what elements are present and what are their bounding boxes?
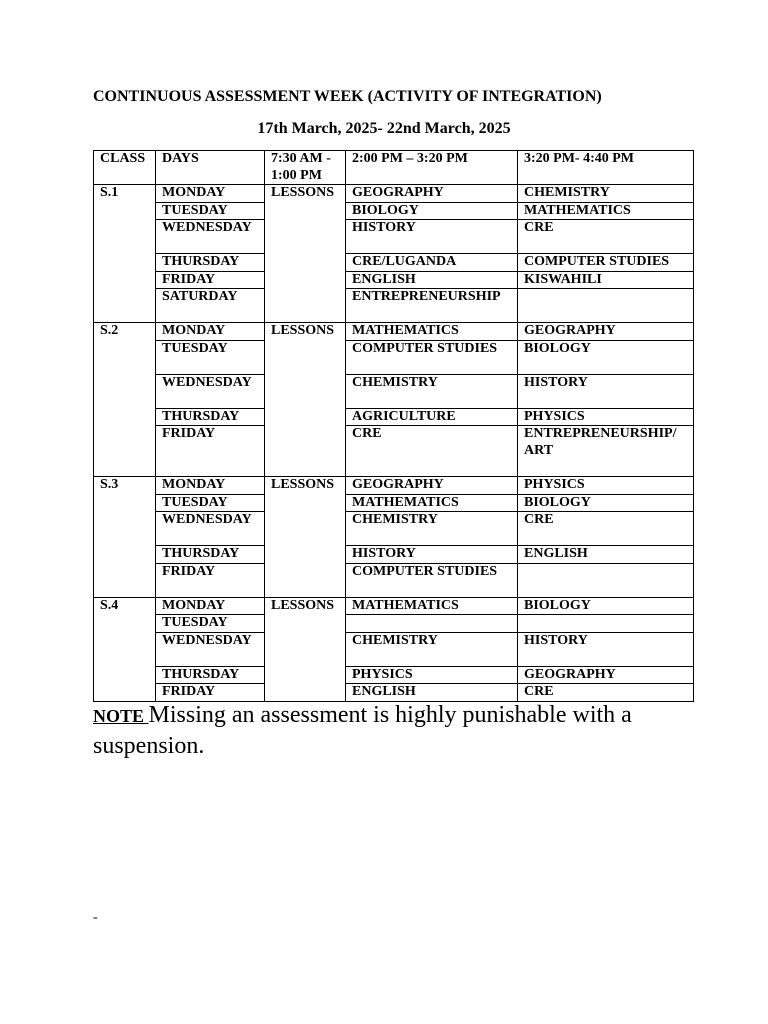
table-row	[94, 185, 694, 203]
slot1-cell: GEOGRAPHY	[346, 477, 518, 495]
table-row	[94, 477, 694, 495]
day-cell: THURSDAY	[156, 546, 265, 564]
header-row	[94, 151, 694, 185]
slot1-cell: ENGLISH	[346, 684, 518, 702]
slot1-cell	[346, 615, 518, 633]
slot2-cell: CRE	[518, 684, 694, 702]
table-row	[94, 666, 694, 684]
table-row	[94, 684, 694, 702]
slot1-cell: HISTORY	[346, 220, 518, 254]
morning-cell: LESSONS	[265, 477, 346, 598]
slot1-cell: HISTORY	[346, 546, 518, 564]
slot2-cell: ENGLISH	[518, 546, 694, 564]
timetable-body	[94, 151, 694, 702]
footer-mark: -	[93, 910, 98, 925]
slot1-cell: CHEMISTRY	[346, 374, 518, 408]
slot1-cell: MATHEMATICS	[346, 597, 518, 615]
day-cell: WEDNESDAY	[156, 374, 265, 408]
slot2-cell: BIOLOGY	[518, 340, 694, 374]
slot1-cell: BIOLOGY	[346, 202, 518, 220]
slot1-cell: GEOGRAPHY	[346, 185, 518, 203]
day-cell: MONDAY	[156, 597, 265, 615]
header-days: DAYS	[156, 151, 265, 185]
document-title: CONTINUOUS ASSESSMENT WEEK (ACTIVITY OF INTEGRATION)	[93, 88, 602, 105]
slot2-cell: CRE	[518, 512, 694, 546]
table-row	[94, 632, 694, 666]
slot1-cell: MATHEMATICS	[346, 494, 518, 512]
class-cell: S.1	[94, 185, 156, 323]
table-row	[94, 494, 694, 512]
slot2-cell	[518, 615, 694, 633]
slot2-cell: BIOLOGY	[518, 597, 694, 615]
day-cell: TUESDAY	[156, 202, 265, 220]
date-range	[0, 120, 768, 138]
table-row	[94, 615, 694, 633]
table-row	[94, 220, 694, 254]
slot2-cell: CRE	[518, 220, 694, 254]
header-class: CLASS	[94, 151, 156, 185]
slot2-cell: MATHEMATICS	[518, 202, 694, 220]
day-cell: FRIDAY	[156, 426, 265, 477]
day-cell: WEDNESDAY	[156, 220, 265, 254]
slot1-cell: AGRICULTURE	[346, 408, 518, 426]
slot2-cell: CHEMISTRY	[518, 185, 694, 203]
table-row	[94, 426, 694, 477]
day-cell: THURSDAY	[156, 666, 265, 684]
slot1-cell: ENTREPRENEURSHIP	[346, 289, 518, 323]
slot1-cell: CRE	[346, 426, 518, 477]
table-row	[94, 340, 694, 374]
day-cell: WEDNESDAY	[156, 632, 265, 666]
slot2-cell: BIOLOGY	[518, 494, 694, 512]
table-row	[94, 512, 694, 546]
slot1-cell: MATHEMATICS	[346, 323, 518, 341]
slot2-cell: KISWAHILI	[518, 271, 694, 289]
slot2-cell: GEOGRAPHY	[518, 666, 694, 684]
day-cell: MONDAY	[156, 185, 265, 203]
day-cell: MONDAY	[156, 477, 265, 495]
date-range-text: 17th March, 2025- 22nd March, 2025	[257, 120, 511, 137]
slot2-cell	[518, 563, 694, 597]
slot2-cell: HISTORY	[518, 374, 694, 408]
note-paragraph	[93, 700, 693, 761]
day-cell: FRIDAY	[156, 563, 265, 597]
table-row	[94, 254, 694, 272]
table-row	[94, 546, 694, 564]
slot2-cell: PHYSICS	[518, 408, 694, 426]
slot1-cell: COMPUTER STUDIES	[346, 563, 518, 597]
header-slot2: 3:20 PM- 4:40 PM	[518, 151, 694, 185]
morning-cell: LESSONS	[265, 323, 346, 477]
morning-cell: LESSONS	[265, 597, 346, 701]
day-cell: MONDAY	[156, 323, 265, 341]
table-row	[94, 374, 694, 408]
day-cell: TUESDAY	[156, 494, 265, 512]
slot2-cell: GEOGRAPHY	[518, 323, 694, 341]
slot2-cell: COMPUTER STUDIES	[518, 254, 694, 272]
slot1-cell: ENGLISH	[346, 271, 518, 289]
slot1-cell: PHYSICS	[346, 666, 518, 684]
table-row	[94, 563, 694, 597]
day-cell: THURSDAY	[156, 254, 265, 272]
class-cell: S.3	[94, 477, 156, 598]
day-cell: TUESDAY	[156, 340, 265, 374]
slot1-cell: CHEMISTRY	[346, 632, 518, 666]
slot2-cell: PHYSICS	[518, 477, 694, 495]
table-row	[94, 202, 694, 220]
morning-cell: LESSONS	[265, 185, 346, 323]
class-cell: S.4	[94, 597, 156, 701]
slot2-cell: ENTREPRENEURSHIP/ ART	[518, 426, 694, 477]
header-slot1: 2:00 PM – 3:20 PM	[346, 151, 518, 185]
slot1-cell: CHEMISTRY	[346, 512, 518, 546]
day-cell: THURSDAY	[156, 408, 265, 426]
slot2-cell: HISTORY	[518, 632, 694, 666]
day-cell: SATURDAY	[156, 289, 265, 323]
class-cell: S.2	[94, 323, 156, 477]
table-row	[94, 597, 694, 615]
header-morning: 7:30 AM - 1:00 PM	[265, 151, 346, 185]
table-row	[94, 289, 694, 323]
day-cell: TUESDAY	[156, 615, 265, 633]
slot1-cell: COMPUTER STUDIES	[346, 340, 518, 374]
assessment-timetable	[93, 150, 694, 702]
note-text: Missing an assessment is highly punishable with a suspension.	[93, 702, 632, 759]
day-cell: FRIDAY	[156, 271, 265, 289]
table-row	[94, 323, 694, 341]
table-row	[94, 408, 694, 426]
note-label: NOTE	[93, 706, 149, 726]
table-row	[94, 271, 694, 289]
slot2-cell	[518, 289, 694, 323]
day-cell: FRIDAY	[156, 684, 265, 702]
day-cell: WEDNESDAY	[156, 512, 265, 546]
slot1-cell: CRE/LUGANDA	[346, 254, 518, 272]
